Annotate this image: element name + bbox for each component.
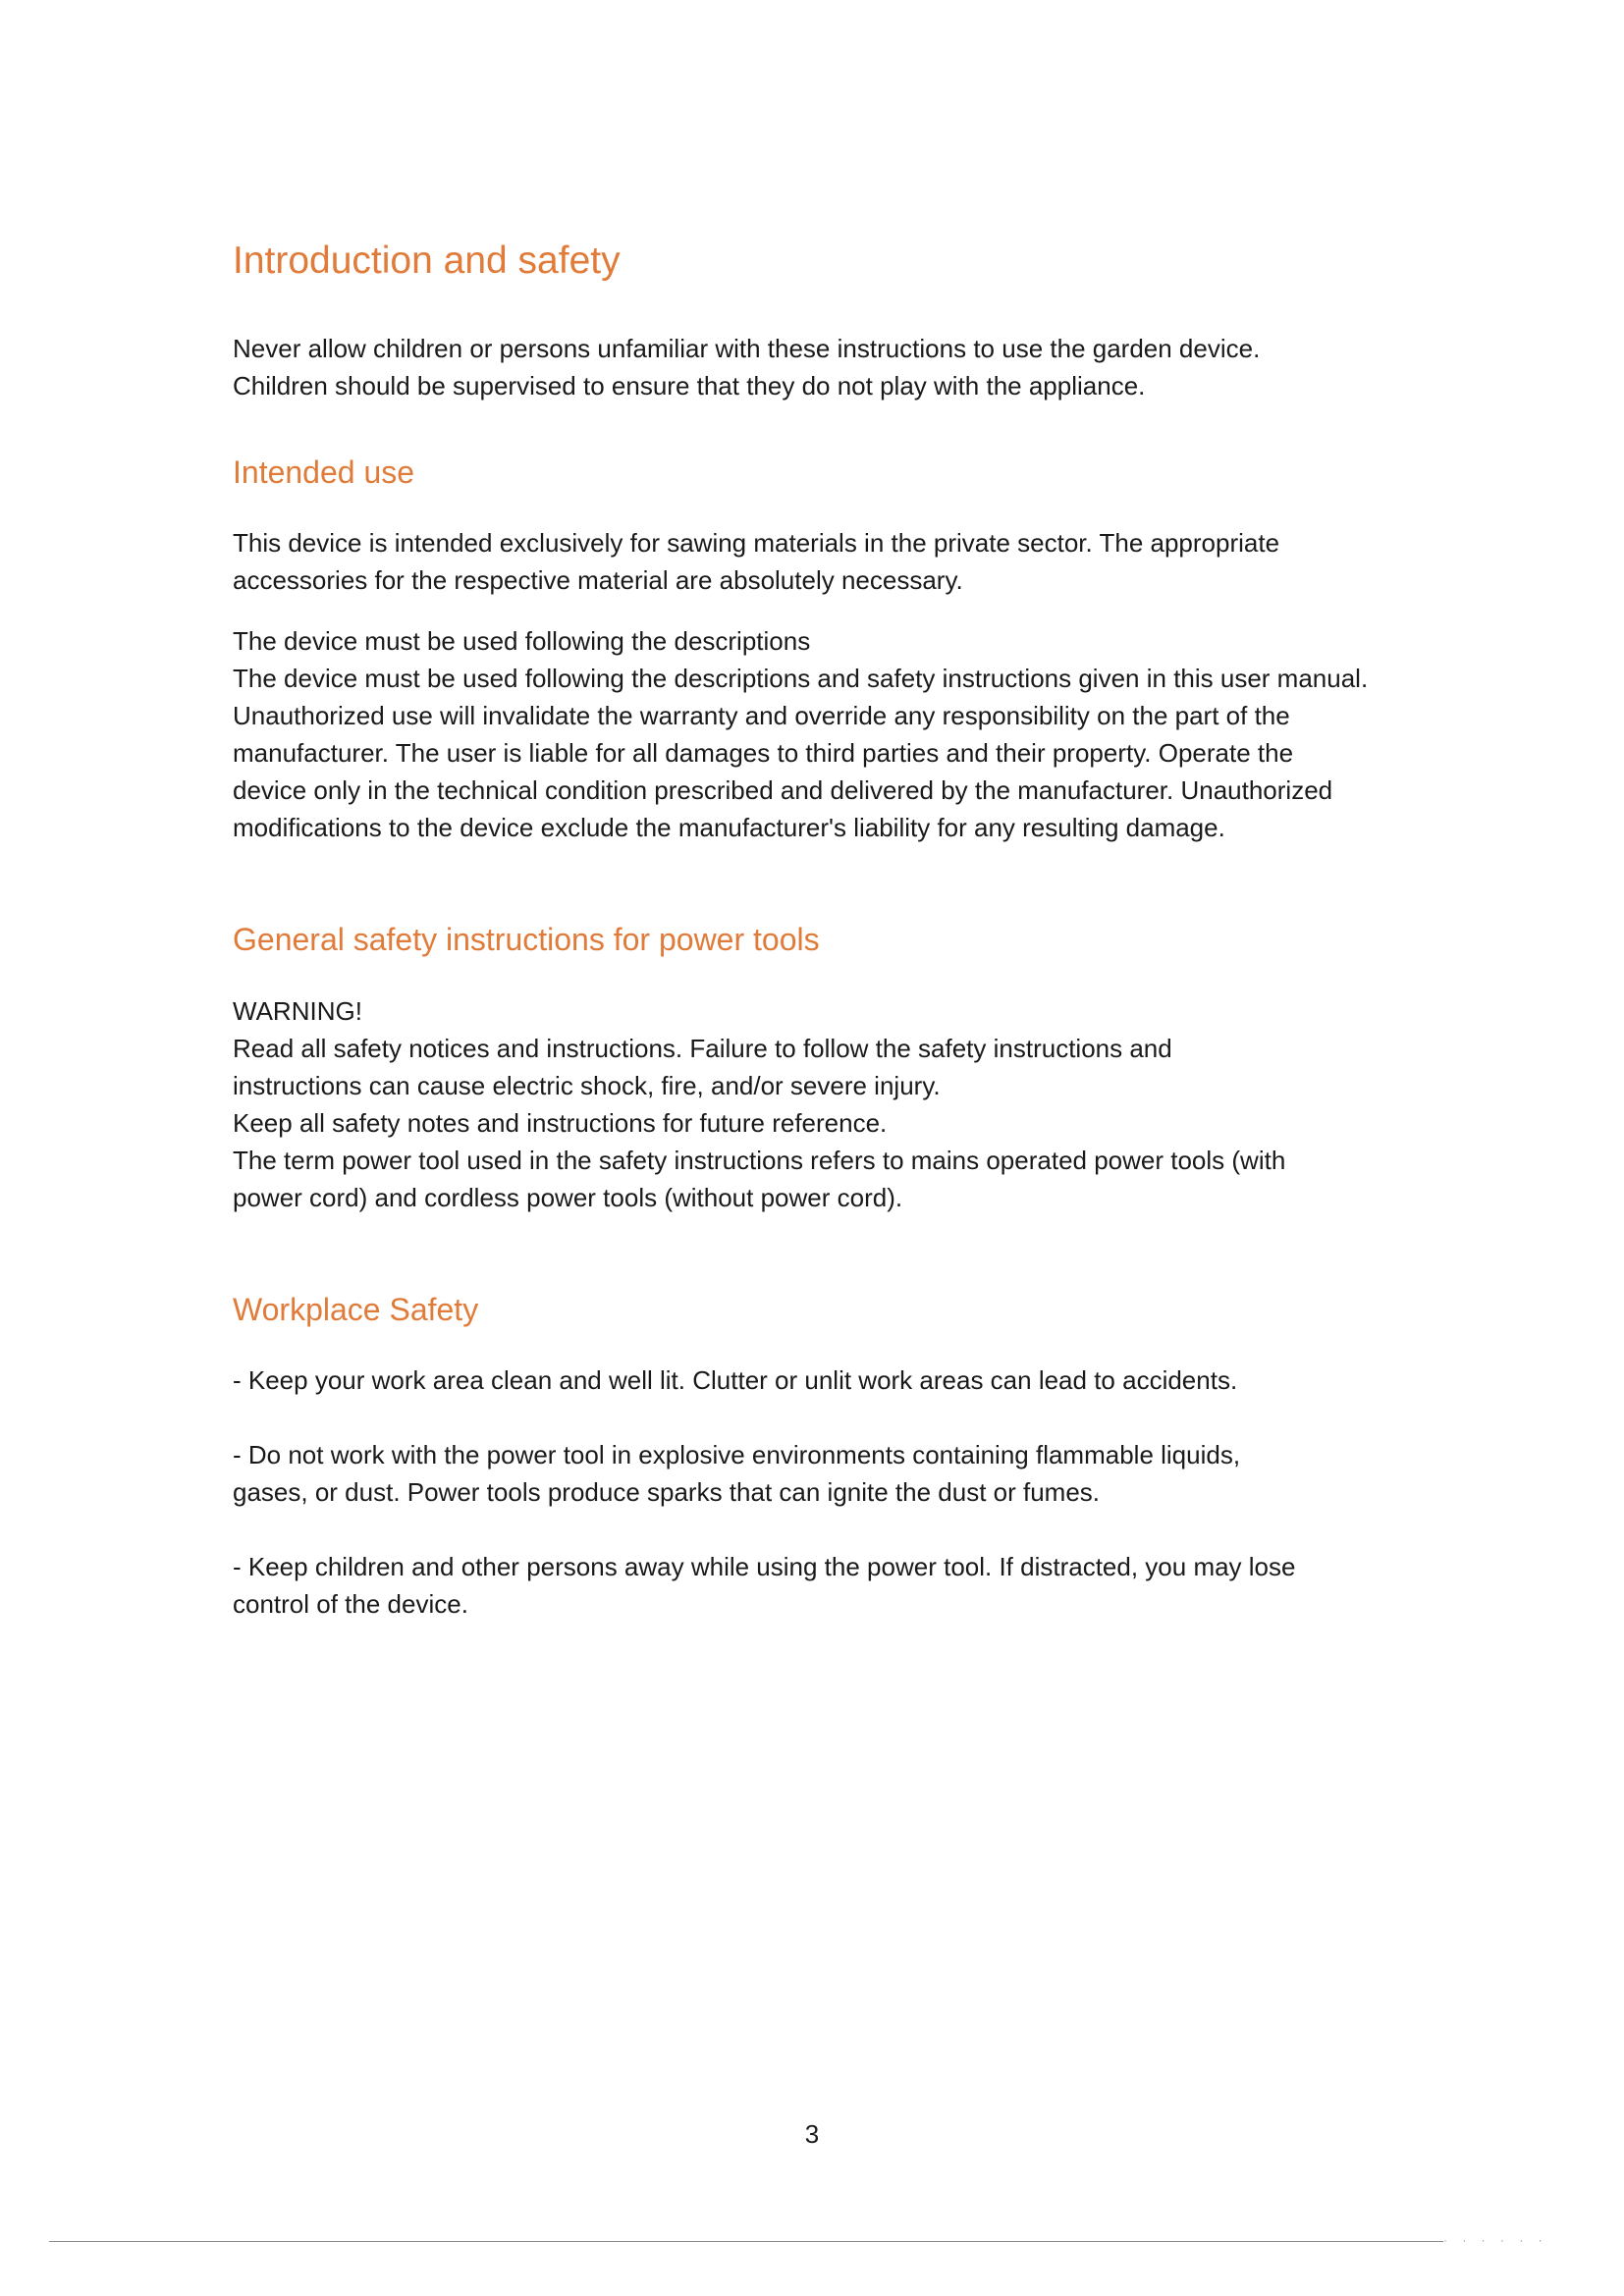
workplace-item-1 (233, 1362, 1411, 1399)
text-line: The device must be used following the descriptions (233, 626, 811, 657)
warning-label: WARNING! (233, 995, 362, 1026)
footer-dots-decoration: · · · · · · (1443, 2233, 1548, 2247)
intended-use-paragraph-1 (233, 524, 1411, 599)
text-line: - Keep children and other persons away while using the power tool. If distracted, you may lose (233, 1551, 1296, 1581)
intended-use-paragraph-2 (233, 622, 1411, 846)
text-line: manufacturer. The user is liable for all damages to third parties and their property. Operate the (233, 738, 1294, 769)
workplace-safety-heading: Workplace Safety (233, 1291, 479, 1327)
page-content (233, 239, 1411, 1623)
text-line: This device is intended exclusively for sawing materials in the private sector. The appropriate (233, 528, 1280, 559)
text-line: gases, or dust. Power tools produce sparks that can ignite the dust or fumes. (233, 1476, 1101, 1507)
footer-divider (49, 2241, 1443, 2242)
intended-use-heading: Intended use (233, 454, 415, 490)
text-line: Children should be supervised to ensure that they do not play with the appliance. (233, 370, 1146, 400)
text-line: instructions can cause electric shock, fire, and/or severe injury. (233, 1070, 941, 1100)
text-line: power cord) and cordless power tools (without power cord). (233, 1182, 903, 1212)
workplace-item-2 (233, 1436, 1411, 1511)
text-line: Never allow children or persons unfamiliar with these instructions to use the garden device. (233, 333, 1261, 363)
page-title: Introduction and safety (233, 240, 621, 282)
workplace-item-3 (233, 1548, 1411, 1623)
text-line: control of the device. (233, 1588, 468, 1619)
text-line: - Do not work with the power tool in explosive environments containing flammable liquids, (233, 1439, 1241, 1469)
text-line: - Keep your work area clean and well lit. Clutter or unlit work areas can lead to accidents. (233, 1364, 1238, 1395)
page-number: 3 (804, 2119, 820, 2149)
general-safety-paragraph (233, 992, 1411, 1216)
general-safety-heading: General safety instructions for power tools (233, 922, 820, 958)
text-line: device only in the technical condition prescribed and delivered by the manufacturer. Unauthorized (233, 775, 1333, 806)
text-line: Unauthorized use will invalidate the warranty and override any responsibility on the part of the (233, 701, 1290, 731)
intro-paragraph (233, 330, 1411, 404)
text-line: The term power tool used in the safety instructions refers to mains operated power tools (with (233, 1145, 1286, 1175)
text-line: The device must be used following the descriptions and safety instructions given in this user manual. (233, 664, 1369, 694)
text-line: modifications to the device exclude the manufacturer's liability for any resulting damage. (233, 813, 1225, 843)
text-line: accessories for the respective material are absolutely necessary. (233, 565, 963, 596)
text-line: Keep all safety notes and instructions for future reference. (233, 1107, 888, 1138)
text-line: Read all safety notices and instructions. Failure to follow the safety instructions and (233, 1033, 1172, 1063)
